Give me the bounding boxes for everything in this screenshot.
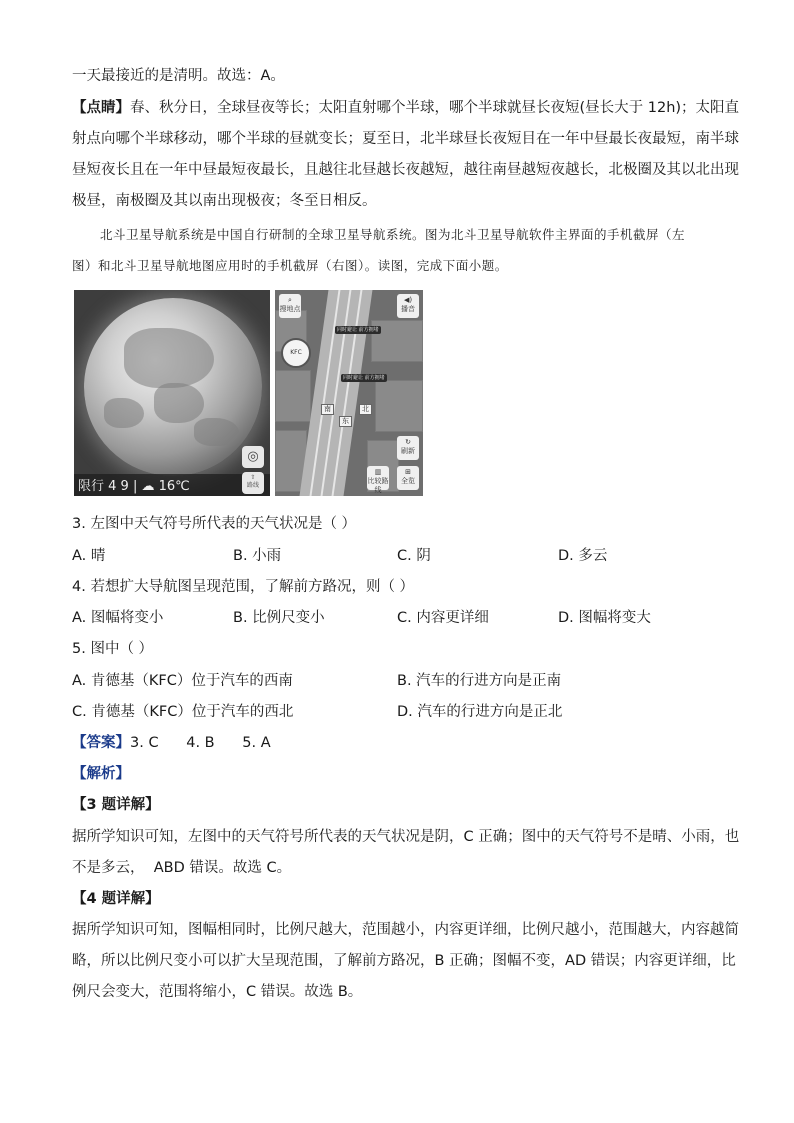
question-4-stem: 4. 若想扩大导航图呈现范围，了解前方路况，则（ ） [72, 579, 415, 595]
compare-icon: ▥ [374, 468, 382, 476]
tip-paragraph-line-1 [72, 98, 739, 118]
road-label-east: 东 [339, 416, 352, 427]
q4-detail-line-1: 据所学知识可知，图幅相同时，比例尺越大，范围越小，内容更详细，比例尺越小，范围越大，内容越简 [72, 922, 739, 938]
figure-navigation-map [275, 290, 423, 496]
speaker-icon: ◀) [403, 296, 413, 304]
traffic-sign-1: 同时避让 前方拥堵 [337, 327, 379, 333]
answer-text: 3. C 4. B 5. A [130, 735, 271, 751]
question-3-stem: 3. 左图中天气符号所代表的天气状况是（ ） [72, 516, 357, 532]
traffic-sign-2: 同时避让 前方拥堵 [343, 375, 385, 381]
locate-icon[interactable]: ◎ [242, 446, 264, 468]
route-arrow-icon: ⇧ [250, 474, 256, 481]
answer-tag: 【答案】 [72, 735, 130, 751]
sound-button[interactable]: ◀) 播音 [397, 294, 419, 318]
search-button[interactable]: ⌕ 搜地点 [279, 294, 301, 318]
globe-image [84, 298, 262, 476]
restriction-weather-text: 限行 4 9 | ☁ 16℃ [78, 479, 190, 494]
kfc-marker: KFC [281, 338, 311, 368]
q4-detail-line-2: 略，所以比例尺变小可以扩大呈现范围，了解前方路况，B 正确；图幅不变，AD 错误；内容更详细，比 [72, 953, 736, 969]
q5-option-c: C. 肯德基（KFC）位于汽车的西北 [72, 704, 294, 720]
figure-globe-screenshot [74, 290, 270, 496]
text-line-1: 一天最接近的是清明。故选：A。 [72, 68, 285, 84]
overview-icon: ⊞ [405, 468, 411, 476]
analysis-tag: 【解析】 [72, 766, 130, 782]
q3-detail-line-2: 不是多云， ABD 错误。故选 C。 [72, 860, 292, 876]
tip-text: 春、秋分日，全球昼夜等长；太阳直射哪个半球，哪个半球就昼长夜短(昼长大于 12h)；太阳直 [130, 100, 740, 116]
answer-line [72, 733, 271, 753]
q4-option-a: A. 图幅将变小 [72, 610, 164, 626]
question-5-stem: 5. 图中（ ） [72, 641, 154, 657]
q3-detail-tag: 【3 题详解】 [72, 797, 160, 813]
q5-option-d: D. 汽车的行进方向是正北 [397, 704, 563, 720]
q4-option-d: D. 图幅将变大 [558, 610, 651, 626]
compare-route-button[interactable]: ▥ 比较路线 [367, 468, 389, 494]
q5-option-b: B. 汽车的行进方向是正南 [397, 673, 562, 689]
road-label-south: 南 [321, 404, 334, 415]
intro-line-2: 图）和北斗卫星导航地图应用时的手机截屏（右图）。读图，完成下面小题。 [72, 258, 508, 273]
tip-paragraph-line-4: 极昼，南极圈及其以南出现极夜；冬至日相反。 [72, 193, 377, 209]
q4-detail-tag: 【4 题详解】 [72, 891, 160, 907]
q3-option-c: C. 阴 [397, 548, 431, 564]
search-icon: ⌕ [288, 296, 292, 304]
q4-option-c: C. 内容更详细 [397, 610, 489, 626]
overview-button[interactable]: ⊞ 全览 [397, 466, 419, 490]
q4-option-b: B. 比例尺变小 [233, 610, 325, 626]
refresh-button[interactable]: ↻ 刷新 [397, 436, 419, 460]
q5-option-a: A. 肯德基（KFC）位于汽车的西南 [72, 673, 293, 689]
intro-line-1: 北斗卫星导航系统是中国自行研制的全球卫星导航系统。图为北斗卫星导航软件主界面的手机截屏（左 [100, 227, 686, 242]
q3-option-a: A. 晴 [72, 548, 106, 564]
q4-detail-line-3: 例尺会变大，范围将缩小，C 错误。故选 B。 [72, 984, 363, 1000]
route-label: 路线 [246, 482, 259, 489]
tip-paragraph-line-2: 射点向哪个半球移动，哪个半球的昼就变长；夏至日，北半球昼长夜短目在一年中昼最长夜最短，南半球 [72, 131, 739, 147]
q3-option-d: D. 多云 [558, 548, 608, 564]
tip-paragraph-line-3: 昼短夜长且在一年中昼最短夜最长，且越往北昼越长夜越短，越往南昼越短夜越长，北极圈及其以北出现 [72, 162, 739, 178]
q3-detail-line-1: 据所学知识可知，左图中的天气符号所代表的天气状况是阴，C 正确；图中的天气符号不是晴、小雨，也 [72, 829, 740, 845]
tip-tag: 【点睛】 [72, 100, 130, 116]
route-button[interactable] [242, 472, 264, 494]
refresh-icon: ↻ [405, 438, 411, 446]
q3-option-b: B. 小雨 [233, 548, 282, 564]
road-label-north: 北 [359, 404, 372, 415]
